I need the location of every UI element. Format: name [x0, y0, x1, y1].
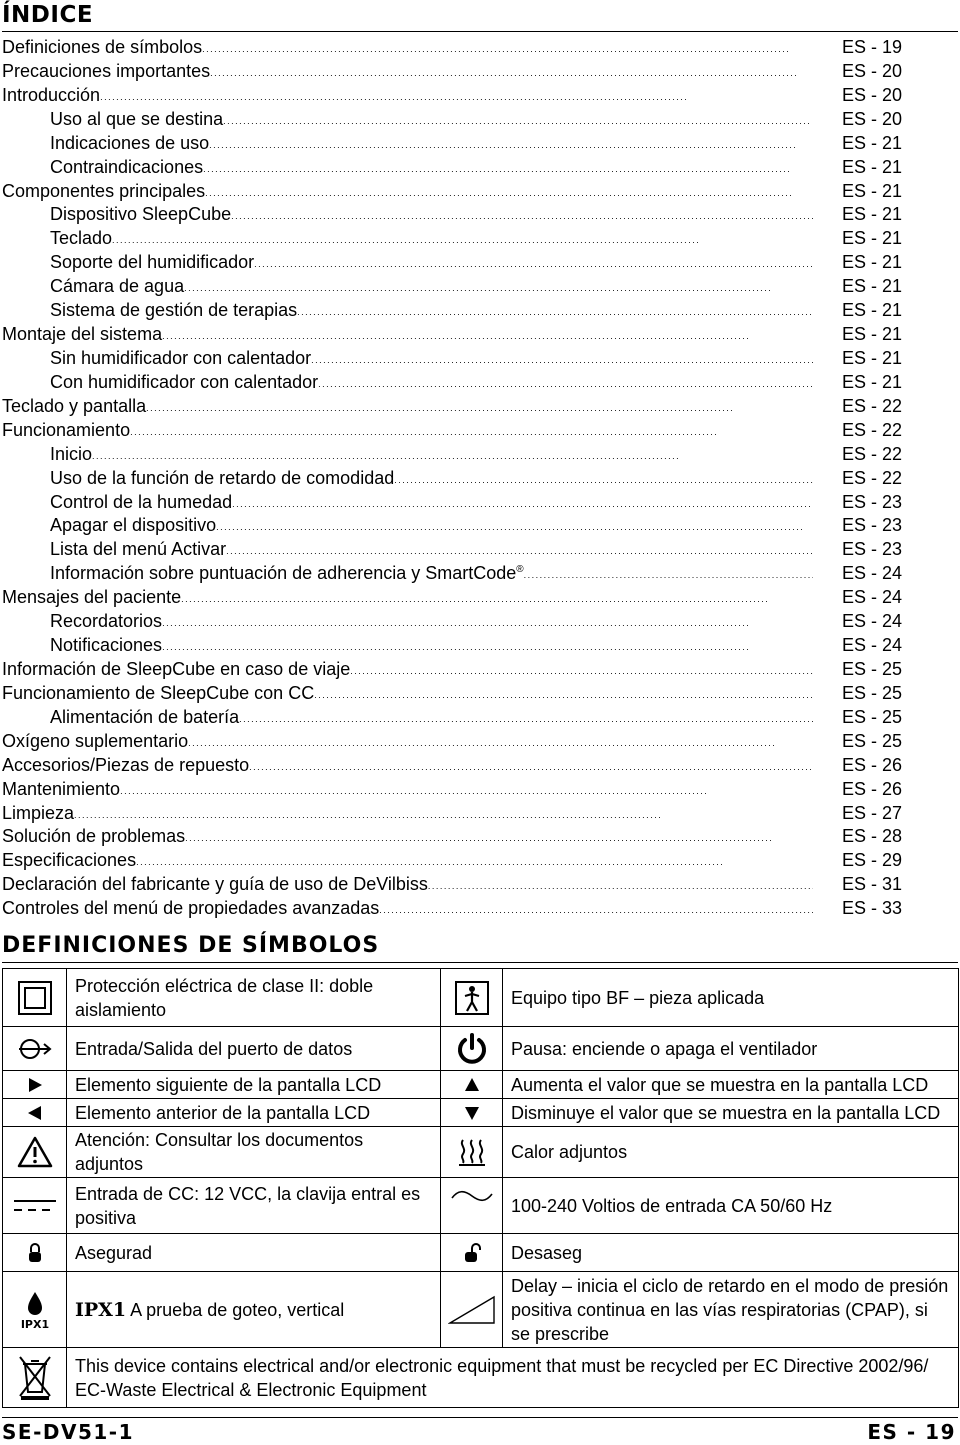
toc-entry-page: ES - 23: [842, 515, 903, 536]
toc-entry-page: ES - 24: [842, 635, 903, 656]
drop-ipx-icon: [3, 1272, 67, 1348]
toc-entry-title: Uso al que se destina: [50, 108, 224, 129]
toc-entry-title: Uso de la función de retardo de comodidad: [50, 467, 395, 488]
bf-label: Equipo tipo BF – pieza aplicada: [503, 969, 959, 1027]
heading-rule: [2, 31, 958, 32]
toc-entry: [2, 658, 958, 682]
toc-entry: [2, 730, 958, 754]
toc-entry: [2, 84, 958, 108]
toc-entry-page: ES - 19: [842, 37, 903, 57]
toc-entry-title: Introducción: [2, 84, 101, 105]
toc-entry-page: ES - 31: [842, 874, 903, 895]
toc-entry: [2, 36, 958, 60]
delay-label: – inicia el ciclo de retardo en el modo de presión positiva continua en las vías respiratorias (CPAP), si se prescribe: [511, 1275, 949, 1344]
io-label: Entrada/Salida del puerto de datos: [67, 1027, 441, 1071]
toc-entry-title: Alimentación de batería: [50, 706, 240, 727]
down-label: Disminuye el valor que se muestra en la pantalla LCD: [503, 1099, 959, 1127]
toc-entry-title: Funcionamiento de SleepCube con CC: [2, 682, 315, 703]
toc-entry-title: Recordatorios: [50, 611, 163, 632]
toc-entry: [2, 897, 958, 921]
power-icon: [441, 1027, 503, 1071]
symbols-heading: DEFINICIONES DE SÍMBOLOS: [2, 933, 380, 958]
toc-entry-page: ES - 22: [842, 395, 903, 416]
symbols-table: [2, 968, 959, 1408]
triangle-left-icon: [3, 1099, 67, 1127]
toc-entry: [2, 227, 958, 251]
toc-entry: [2, 538, 958, 562]
toc-entry: [2, 682, 958, 706]
toc-entry-title: Funcionamiento: [2, 419, 131, 440]
toc-entry-page: ES - 20: [842, 108, 903, 129]
heat-icon: [441, 1127, 503, 1178]
toc-entry-page: ES - 24: [842, 611, 903, 632]
toc-entry: [2, 443, 958, 467]
delay-word: Delay: [511, 1275, 558, 1296]
toc-entry-page: ES - 25: [842, 706, 903, 727]
toc-entry: [2, 802, 958, 826]
toc-entry-title: Especificaciones: [2, 850, 137, 871]
unlock-label: Desaseg: [503, 1234, 959, 1272]
toc-entry-title: Mensajes del paciente: [2, 587, 182, 608]
toc-entry: [2, 873, 958, 897]
toc-entry-page: ES - 25: [842, 730, 903, 751]
toc-entry: [2, 371, 958, 395]
toc-entry: [2, 706, 958, 730]
toc-entry-page: ES - 23: [842, 539, 903, 560]
toc-entry-title: Inicio: [50, 443, 93, 464]
toc-entry-page: ES - 28: [842, 826, 903, 847]
toc-entry-page: ES - 27: [842, 802, 903, 823]
dc-icon: [3, 1178, 67, 1234]
next-label: Elemento siguiente de la pantalla LCD: [67, 1071, 441, 1099]
toc-entry: [2, 562, 958, 586]
toc-entry-page: ES - 33: [842, 898, 903, 919]
ac-wave-icon: [441, 1178, 503, 1234]
toc-entry-page: ES - 22: [842, 467, 903, 488]
up-label: Aumenta el valor que se muestra en la pantalla LCD: [503, 1071, 959, 1099]
toc-entry: [2, 108, 958, 132]
toc-entry: [2, 132, 958, 156]
unlocked-icon: [441, 1234, 503, 1272]
attention-label: Atención: Consultar los documentos adjuntos: [67, 1127, 441, 1178]
crossed-bin-icon: [3, 1348, 67, 1408]
toc-entry-title: Dispositivo SleepCube: [50, 204, 232, 225]
toc-entry-page: ES - 22: [842, 419, 903, 440]
ipx-cell: [67, 1272, 441, 1348]
toc-entry-page: ES - 21: [842, 132, 903, 153]
heat-label: Calor adjuntos: [503, 1127, 959, 1178]
toc-entry-page: ES - 25: [842, 682, 903, 703]
toc-entry-page: ES - 21: [842, 300, 903, 321]
prev-label: Elemento anterior de la pantalla LCD: [67, 1099, 441, 1127]
toc-entry: [2, 180, 958, 204]
toc-entry: [2, 395, 958, 419]
delay-cell: [503, 1272, 959, 1348]
class-ii-icon: [3, 969, 67, 1027]
toc-entry-page: ES - 20: [842, 84, 903, 105]
toc-entry-page: ES - 21: [842, 252, 903, 273]
triangle-down-icon: [441, 1099, 503, 1127]
toc-entry-page: ES - 21: [842, 371, 903, 392]
toc-entry: [2, 514, 958, 538]
toc-entry: [2, 586, 958, 610]
toc-entry-title: Teclado: [50, 228, 113, 249]
pause-label: Pausa: enciende o apaga el ventilador: [503, 1027, 959, 1071]
toc-entry: [2, 634, 958, 658]
ipx-code: IPX1: [75, 1298, 127, 1321]
toc-entry-page: ES - 21: [842, 204, 903, 225]
toc-entry-title: Información sobre puntuación de adherencia y SmartCode: [50, 563, 517, 584]
toc-entry-page: ES - 23: [842, 491, 903, 512]
footer-rule: [2, 1417, 958, 1418]
toc-entry-title: Notificaciones: [50, 635, 163, 656]
toc-entry-title: Teclado y pantalla: [2, 395, 147, 416]
toc-entry-title: Mantenimiento: [2, 778, 121, 799]
toc-entry: [2, 275, 958, 299]
toc-entry-page: ES - 21: [842, 228, 903, 249]
toc-entry-title: Solución de problemas: [2, 826, 186, 847]
toc-entry: [2, 754, 958, 778]
toc-entry-title: Sin humidificador con calentador: [50, 347, 312, 368]
toc-entry-title: Soporte del humidificador: [50, 252, 255, 273]
toc-entry: [2, 156, 958, 180]
toc-entry-page: ES - 26: [842, 754, 903, 775]
toc-entry-title: Declaración del fabricante y guía de uso de DeVilbiss: [2, 874, 428, 895]
toc-entry-title: Sistema de gestión de terapias: [50, 300, 298, 321]
toc-entry-page: ES - 21: [842, 180, 903, 201]
toc-entry-page: ES - 25: [842, 658, 903, 679]
toc-entry-page: ES - 22: [842, 443, 903, 464]
toc-entry-page: ES - 21: [842, 347, 903, 368]
symbols-rule: [2, 962, 958, 963]
toc-entry-page: ES - 29: [842, 850, 903, 871]
toc-entry: [2, 849, 958, 873]
person-icon: [441, 969, 503, 1027]
weee-label: This device contains electrical and/or electronic equipment that must be recycled per EC Directive 2002/96/ EC-Waste Electrical & Electronic Equipment: [67, 1348, 959, 1408]
toc-entry-title: Definiciones de símbolos: [2, 37, 203, 57]
toc-entry-page: ES - 24: [842, 587, 903, 608]
toc-entry: [2, 467, 958, 491]
toc-entry-title: Con humidificador con calentador: [50, 371, 319, 392]
toc-entry: [2, 299, 958, 323]
warning-icon: [3, 1127, 67, 1178]
toc-entry-page: ES - 20: [842, 60, 903, 81]
toc-entry: [2, 60, 958, 84]
toc-entry-title: Accesorios/Piezas de repuesto: [2, 754, 250, 775]
toc-entry: [2, 825, 958, 849]
class-ii-label: Protección eléctrica de clase II: doble aislamiento: [67, 969, 441, 1027]
io-arrow-icon: [3, 1027, 67, 1071]
toc-entry-page: ES - 26: [842, 778, 903, 799]
ac-label: 100-240 Voltios de entrada CA 50/60 Hz: [503, 1178, 959, 1234]
toc-entry-page: ES - 21: [842, 156, 903, 177]
triangle-up-icon: [441, 1071, 503, 1099]
toc-entry: [2, 203, 958, 227]
toc-entry-title: Montaje del sistema: [2, 324, 163, 345]
toc-entry: [2, 323, 958, 347]
page-number: ES - 19: [867, 1420, 956, 1444]
locked-icon: [3, 1234, 67, 1272]
svg-text:IPX1: IPX1: [20, 1317, 49, 1331]
toc-entry-page: ES - 24: [842, 563, 903, 584]
toc-entry-title: Información de SleepCube en caso de viaje: [2, 658, 351, 679]
lock-label: Asegurad: [67, 1234, 441, 1272]
index-heading: ÍNDICE: [2, 2, 94, 28]
document-code: SE-DV51-1: [2, 1420, 134, 1444]
toc-entry-title: Contraindicaciones: [50, 156, 204, 177]
toc-entry-page: ES - 21: [842, 276, 903, 297]
table-of-contents: [2, 36, 958, 921]
toc-entry: [2, 347, 958, 371]
toc-entry-title: Lista del menú Activar: [50, 539, 227, 560]
ipx-label: A prueba de goteo, vertical: [126, 1299, 345, 1320]
ramp-icon: [441, 1272, 503, 1348]
triangle-right-icon: [3, 1071, 67, 1099]
toc-entry-title: Indicaciones de uso: [50, 132, 210, 153]
toc-entry-title: Controles del menú de propiedades avanzadas: [2, 898, 380, 919]
toc-entry: [2, 251, 958, 275]
toc-entry: [2, 419, 958, 443]
toc-entry-title: Apagar el dispositivo: [50, 515, 217, 536]
toc-entry-title: Componentes principales: [2, 180, 206, 201]
toc-entry: [2, 610, 958, 634]
toc-entry: [2, 491, 958, 515]
toc-entry-page: ES - 21: [842, 324, 903, 345]
toc-entry-title: Control de la humedad: [50, 491, 233, 512]
toc-entry-title: Limpieza: [2, 802, 75, 823]
toc-entry-title: Precauciones importantes: [2, 60, 211, 81]
registered-mark: ®: [516, 564, 524, 576]
dc-label: Entrada de CC: 12 VCC, la clavija entral es positiva: [67, 1178, 441, 1234]
toc-entry-title: Oxígeno suplementario: [2, 730, 189, 751]
toc-entry-title: Cámara de agua: [50, 276, 185, 297]
toc-entry: [2, 778, 958, 802]
